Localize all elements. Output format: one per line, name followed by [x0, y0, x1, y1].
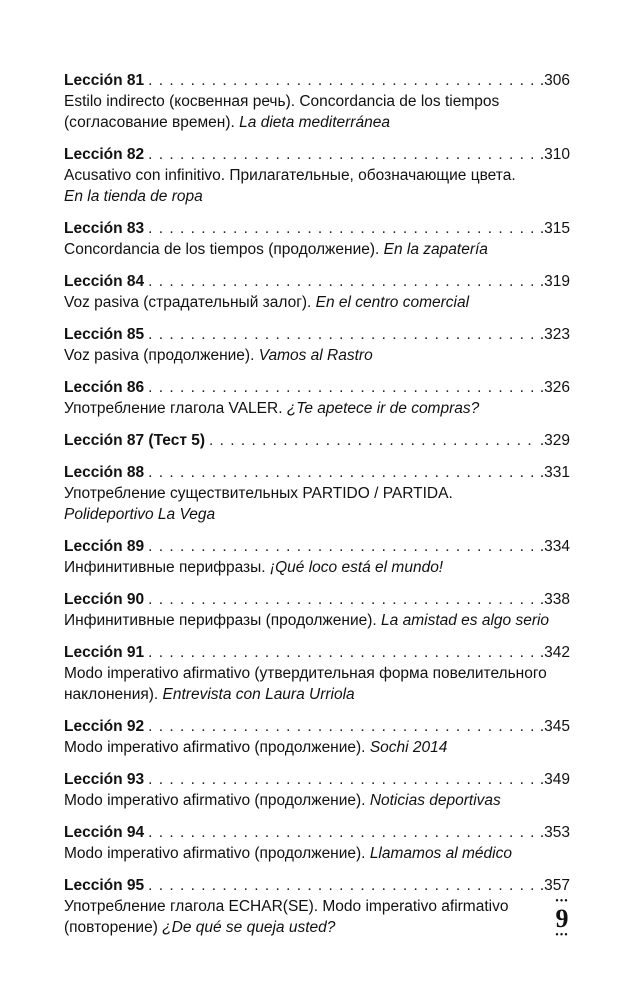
toc-entry — [64, 462, 570, 525]
lesson-description: Modo imperativo afirmativo (продолжение). Sochi 2014 — [64, 739, 448, 756]
leader-dots — [148, 822, 536, 843]
leader-dots — [148, 716, 536, 737]
leader-dots — [148, 769, 536, 790]
page-ref: .338 — [539, 591, 570, 608]
toc-entry — [64, 536, 570, 578]
lesson-title: Lección 86 — [64, 379, 145, 396]
lesson-description: Concordancia de los tiempos (продолжение). En la zapatería — [64, 241, 488, 258]
toc-entry — [64, 822, 570, 864]
leader-dots — [148, 589, 536, 610]
lesson-title: Lección 93 — [64, 771, 145, 788]
page-ref: .357 — [539, 877, 570, 894]
lesson-title: Lección 95 — [64, 877, 145, 894]
leader-dots — [148, 324, 536, 345]
lesson-title: Lección 81 — [64, 72, 145, 89]
toc-entry — [64, 144, 570, 207]
leader-dots — [148, 144, 536, 165]
lesson-description: Употребление глагола ECHAR(SE). Modo imperativo afirmativo (повторение) ¿De qué se queja usted? — [64, 898, 509, 936]
toc-entry — [64, 875, 570, 938]
lesson-topic: Entrevista con Laura Urriola — [162, 686, 355, 703]
lesson-description: Употребление существительных PARTIDO / PARTIDA. Polideportivo La Vega — [64, 485, 453, 523]
lesson-topic: La amistad es algo serio — [381, 612, 550, 629]
page-ref: .331 — [539, 464, 570, 481]
lesson-description: Estilo indirecto (косвенная речь). Concordancia de los tiempos (согласование времен). La dieta mediterránea — [64, 93, 500, 131]
toc-entry — [64, 271, 570, 313]
leader-dots — [148, 875, 536, 896]
leader-dots — [148, 536, 536, 557]
page-ref: .353 — [539, 824, 570, 841]
page-number-text: 9 — [555, 904, 569, 933]
lesson-title: Lección 92 — [64, 718, 145, 735]
toc-entry — [64, 218, 570, 260]
lesson-title: Lección 87 (Тест 5) — [64, 432, 205, 449]
page-ref: .345 — [539, 718, 570, 735]
lesson-description: Modo imperativo afirmativo (продолжение). Llamamos al médico — [64, 845, 512, 862]
lesson-description: Употребление глагола VALER. ¿Te apetece ir de compras? — [64, 400, 480, 417]
page-ref: .342 — [539, 644, 570, 661]
leader-dots — [148, 218, 536, 239]
page-ref: .323 — [539, 326, 570, 343]
leader-dots — [148, 462, 536, 483]
page-ref: .319 — [539, 273, 570, 290]
lesson-description: Инфинитивные перифразы. ¡Qué loco está el mundo! — [64, 559, 444, 576]
page-ref: .315 — [539, 220, 570, 237]
toc-entry — [64, 324, 570, 366]
lesson-title: Lección 88 — [64, 464, 145, 481]
lesson-description: Инфинитивные перифразы (продолжение). La amistad es algo serio — [64, 612, 550, 629]
leader-dots — [209, 430, 536, 451]
page-number — [544, 898, 580, 940]
lesson-title: Lección 90 — [64, 591, 145, 608]
ornament-dots-top: ••• — [555, 896, 569, 907]
lesson-topic: Llamamos al médico — [369, 845, 512, 862]
lesson-topic: ¡Qué loco está el mundo! — [269, 559, 444, 576]
toc-entry — [64, 769, 570, 811]
lesson-title: Lección 82 — [64, 146, 145, 163]
page-ref: .329 — [539, 432, 570, 449]
table-of-contents — [64, 70, 570, 949]
lesson-topic: Polideportivo La Vega — [64, 506, 216, 523]
toc-entry — [64, 642, 570, 705]
lesson-description: Acusativo con infinitivo. Прилагательные, обозначающие цвета. En la tienda de ropa — [64, 167, 516, 205]
toc-entry — [64, 589, 570, 631]
lesson-title: Lección 91 — [64, 644, 145, 661]
lesson-description: Modo imperativo afirmativo (утвердительная форма повелительного наклонения). Entrevista con Laura Urriola — [64, 665, 547, 703]
lesson-title: Lección 84 — [64, 273, 145, 290]
lesson-description: Modo imperativo afirmativo (продолжение). Noticias deportivas — [64, 792, 501, 809]
page-ref: .334 — [539, 538, 570, 555]
lesson-description: Voz pasiva (страдательный залог). En el centro comercial — [64, 294, 470, 311]
leader-dots — [148, 271, 536, 292]
lesson-title: Lección 85 — [64, 326, 145, 343]
lesson-title: Lección 83 — [64, 220, 145, 237]
lesson-topic: En la zapatería — [383, 241, 488, 258]
toc-entry — [64, 377, 570, 419]
toc-entry — [64, 716, 570, 758]
leader-dots — [148, 642, 536, 663]
lesson-title: Lección 89 — [64, 538, 145, 555]
lesson-topic: Sochi 2014 — [369, 739, 448, 756]
ornament-dots-bottom: ••• — [555, 930, 569, 941]
page-ref: .349 — [539, 771, 570, 788]
toc-entry — [64, 430, 570, 451]
lesson-topic: ¿Te apetece ir de compras? — [286, 400, 480, 417]
page-ref: .310 — [539, 146, 570, 163]
lesson-topic: En la tienda de ropa — [64, 188, 203, 205]
lesson-topic: ¿De qué se queja usted? — [162, 919, 336, 936]
toc-entry — [64, 70, 570, 133]
lesson-topic: En el centro comercial — [315, 294, 470, 311]
lesson-description: Voz pasiva (продолжение). Vamos al Rastro — [64, 347, 373, 364]
page-ref: .306 — [539, 72, 570, 89]
leader-dots — [148, 377, 536, 398]
lesson-topic: Vamos al Rastro — [258, 347, 373, 364]
lesson-topic: La dieta mediterránea — [239, 114, 390, 131]
leader-dots — [148, 70, 536, 91]
lesson-title: Lección 94 — [64, 824, 145, 841]
page-ref: .326 — [539, 379, 570, 396]
lesson-topic: Noticias deportivas — [369, 792, 501, 809]
